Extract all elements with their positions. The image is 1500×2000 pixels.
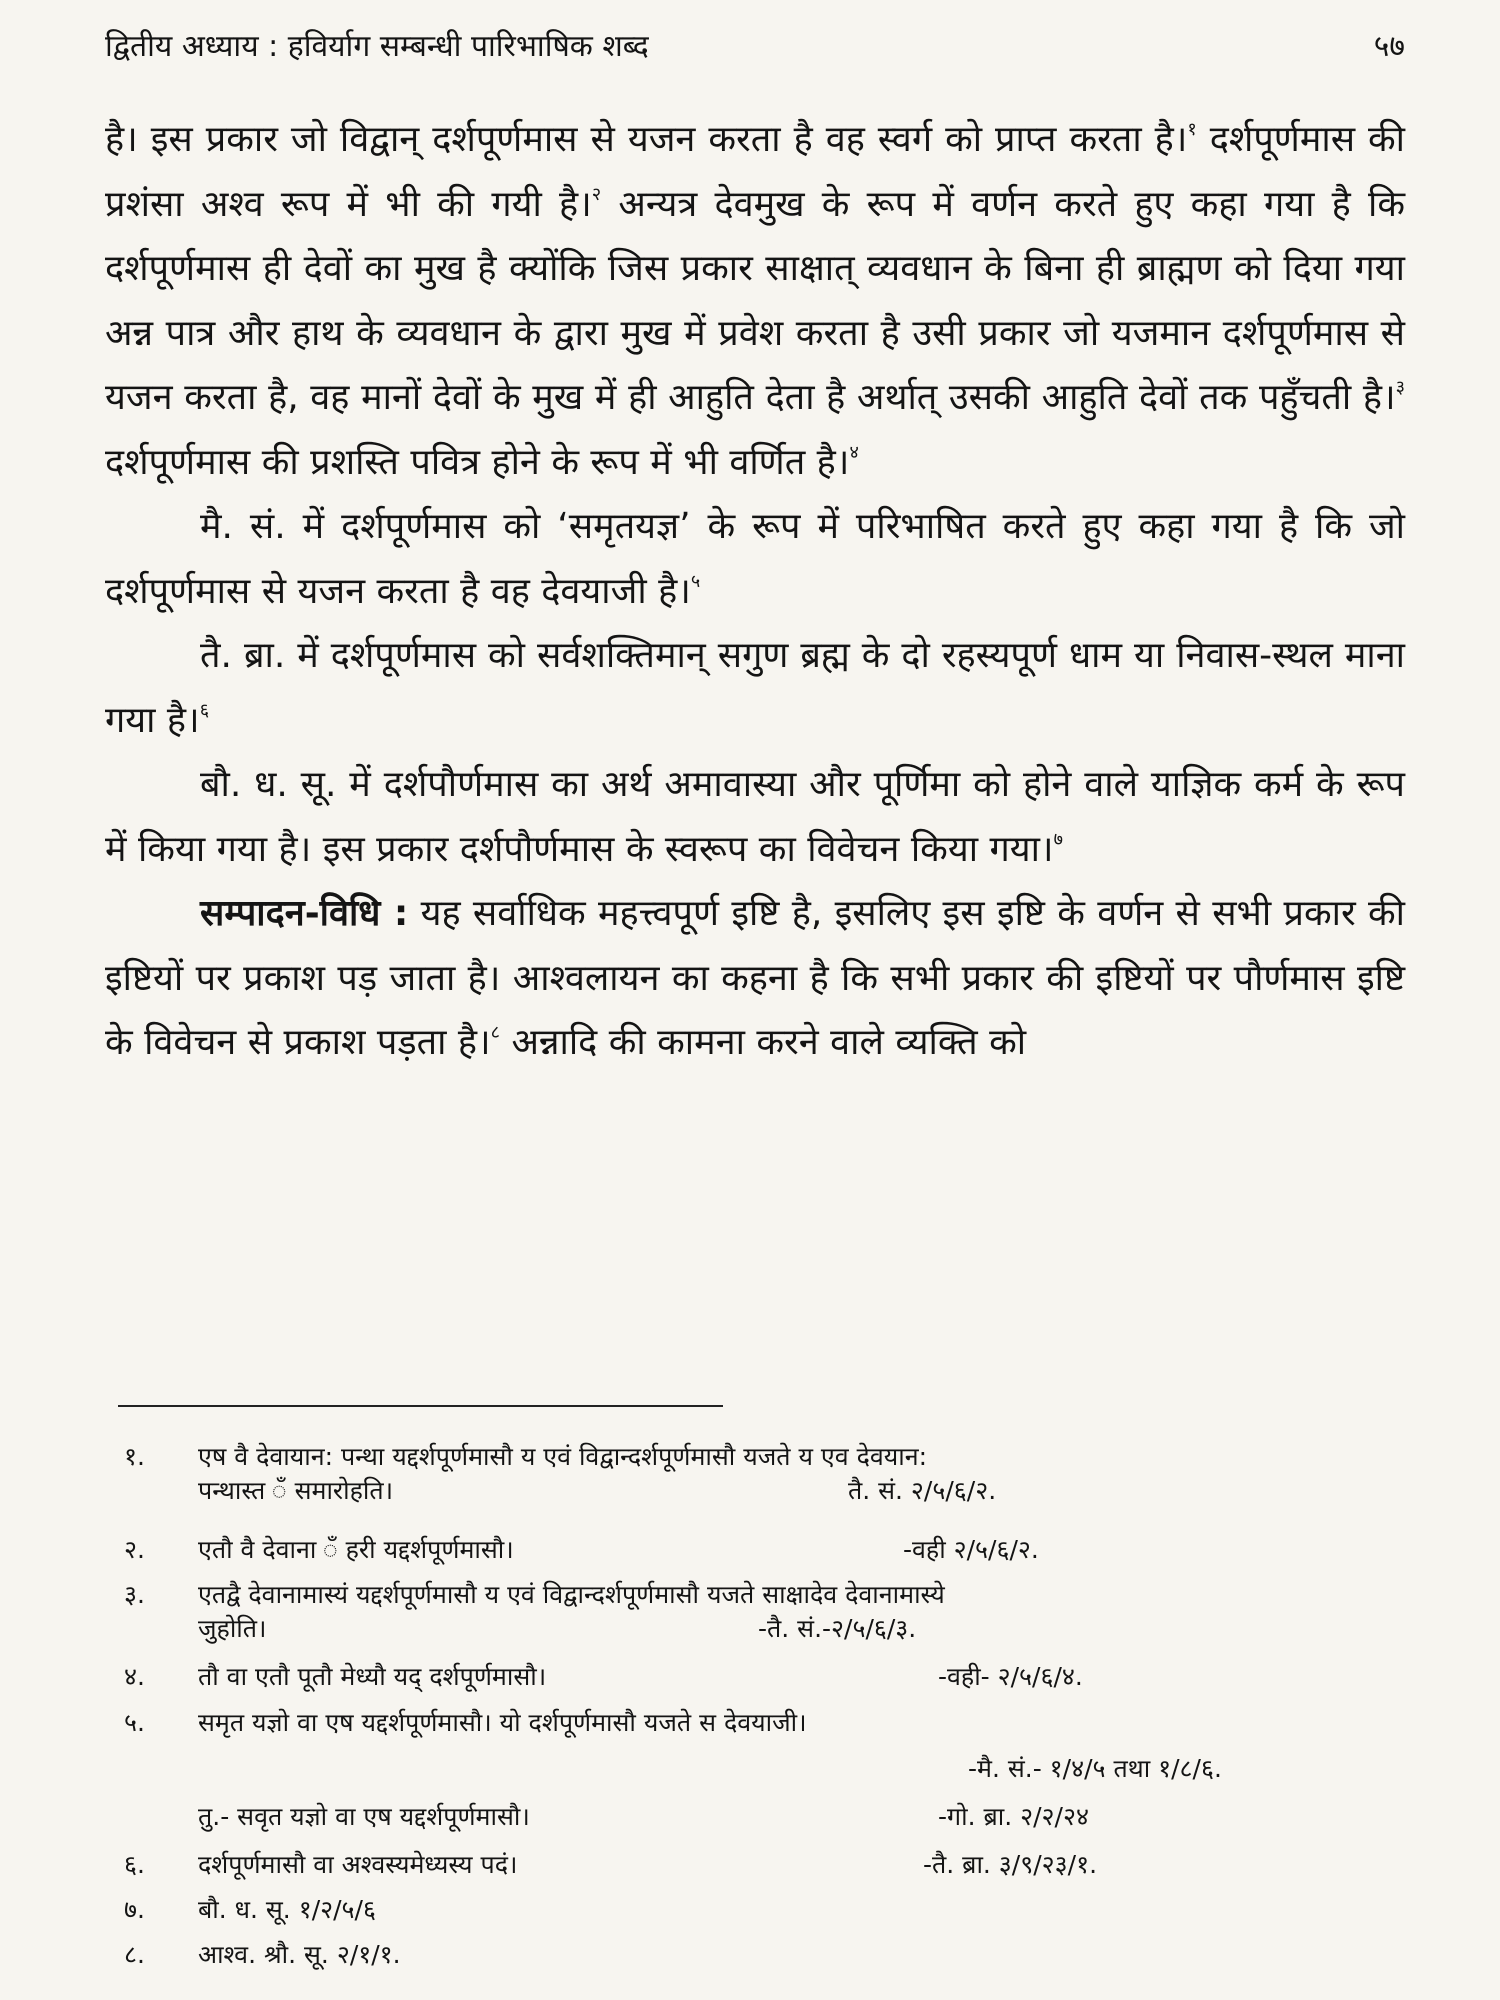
- footnote-citation: -वही- २/५/६/४.: [938, 1662, 1083, 1691]
- paragraph-text: तै. ब्रा. में दर्शपूर्णमास को सर्वशक्तिमान् सगुण ब्रह्म के दो रहस्यपूर्ण धाम या निवास-स्थल माना गया है।: [105, 635, 1405, 741]
- footnote: [118, 1706, 1400, 1783]
- footnote-text: तौ वा एतौ पूतौ मेध्यौ यद् दर्शपूर्णमासौ।: [198, 1662, 547, 1691]
- footnote-citation: -तै. सं.-२/५/६/३.: [758, 1614, 917, 1643]
- footnote: [118, 1660, 1400, 1696]
- paragraph-3: [105, 624, 1405, 753]
- footnote-ref: १: [1187, 119, 1197, 140]
- footnote: [118, 1578, 1400, 1648]
- paragraph-text: है। इस प्रकार जो विद्वान् दर्शपूर्णमास से यजन करता है वह स्वर्ग को प्राप्त करता है।: [105, 119, 1188, 160]
- footnote-citation: -मै. सं.- १/४/५ तथा १/८/६.: [968, 1754, 1222, 1783]
- footnote-ref: ४: [849, 441, 859, 463]
- paragraph-text: बौ. ध. सू. में दर्शपौर्णमास का अर्थ अमावास्या और पूर्णिमा को होने वाले याज्ञिक कर्म के रूप में किया गया है। इस प्रकार दर्शपौर्णमास के स्वरूप का विवेचन किया गया।: [105, 764, 1405, 870]
- footnote-text: जुहोति।: [198, 1614, 267, 1643]
- footnote-number: ४.: [124, 1662, 145, 1691]
- footnote-ref: ८: [490, 1022, 501, 1043]
- footnote-citation: -गो. ब्रा. २/२/२४: [938, 1802, 1089, 1831]
- paragraph-text: दर्शपूर्णमास की प्रशंसा अश्व रूप में भी की गयी है।: [105, 119, 1405, 225]
- footnote-divider: [118, 1405, 723, 1407]
- footnote-ref: ७: [1053, 828, 1063, 850]
- section-heading: सम्पादन-विधि :: [200, 893, 409, 934]
- footnote-citation: -वही २/५/६/२.: [903, 1535, 1039, 1564]
- footnote-number: १.: [124, 1442, 145, 1471]
- footnote-text: समृत यज्ञो वा एष यद्दर्शपूर्णमासौ। यो दर्शपूर्णमासौ यजते स देवयाजी।: [198, 1708, 807, 1737]
- footnote: [118, 1533, 1400, 1569]
- footnote-ref: ६: [199, 699, 210, 721]
- footnote-number: ७.: [124, 1895, 145, 1924]
- chapter-title: द्वितीय अध्याय : हविर्याग सम्बन्धी पारिभाषिक शब्द: [105, 29, 649, 64]
- footnote-text: पन्थास्त ँ समारोहति।: [198, 1476, 394, 1505]
- footnote-number: ५.: [124, 1708, 145, 1737]
- paragraph-4: [105, 753, 1405, 882]
- footnote-number: २.: [124, 1535, 145, 1564]
- paragraph-text: दर्शपूर्णमास की प्रशस्ति पवित्र होने के रूप में भी वर्णित है।: [105, 441, 850, 483]
- paragraph-5: [105, 882, 1405, 1076]
- footnote-text: आश्व. श्रौ. सू. २/१/१.: [198, 1940, 401, 1969]
- paragraph-text: अन्यत्र देवमुख के रूप में वर्णन करते हुए कहा गया है कि दर्शपूर्णमास ही देवों का मुख है क्योंकि जिस प्रकार साक्षात् व्यवधान के बिना ही ब्राह्मण को दिया गया अन्न पात्र और हाथ के व्यवधान के द्वारा मुख में प्रवेश करता है उसी प्रकार जो यजमान दर्शपूर्णमास से यजन करता है, वह मानों देवों के मुख में ही आहुति देता है अर्थात् उसकी आहुति देवों तक पहुँचती है।: [105, 183, 1405, 418]
- footnote-number: ८.: [124, 1940, 145, 1969]
- footnote: [118, 1848, 1400, 1884]
- footnote-text: बौ. ध. सू. १/२/५/६: [198, 1895, 376, 1924]
- paragraph-text: मै. सं. में दर्शपूर्णमास को ‘समृतयज्ञ’ के रूप में परिभाषित करते हुए कहा गया है कि जो दर्शपूर्णमास से यजन करता है वह देवयाजी है।: [105, 506, 1405, 612]
- footnote: [118, 1440, 1400, 1510]
- footnote-text: एतद्वै देवानामास्यं यद्दर्शपूर्णमासौ य एवं विद्वान्दर्शपूर्णमासौ यजते साक्षादेव देवानामास्ये: [198, 1580, 945, 1609]
- footnote: [118, 1938, 1400, 1974]
- footnote-ref: २: [591, 183, 602, 205]
- footnote-citation: -तै. ब्रा. ३/९/२३/१.: [923, 1850, 1098, 1879]
- paragraph-text: अन्नादि की कामना करने वाले व्यक्ति को: [500, 1022, 1027, 1063]
- paragraph-text: यह सर्वाधिक महत्त्वपूर्ण इष्टि है, इसलिए इस इष्टि के वर्णन से सभी प्रकार की इष्टियों पर प्रकाश पड़ जाता है। आश्वलायन का कहना है कि सभी प्रकार की इष्टियों पर पौर्णमास इष्टि के विवेचन से प्रकाश पड़ता है।: [105, 893, 1405, 1063]
- paragraph-2: [105, 495, 1405, 624]
- footnote-text: एष वै देवायान: पन्था यद्दर्शपूर्णमासौ य एवं विद्वान्दर्शपूर्णमासौ यजते य एव देवयान:: [198, 1442, 928, 1471]
- footnote-text: तु.- सवृत यज्ञो वा एष यद्दर्शपूर्णमासौ।: [198, 1802, 530, 1831]
- footnote-number: ६.: [124, 1850, 145, 1879]
- footnote-ref: ३: [1395, 377, 1405, 398]
- footnote-number: ३.: [124, 1580, 145, 1609]
- footnote-text: एतौ वै देवाना ँ हरी यद्दर्शपूर्णमासौ।: [198, 1535, 514, 1564]
- footnote: [118, 1800, 1400, 1836]
- footnote-text: दर्शपूर्णमासौ वा अश्वस्यमेध्यस्य पदं।: [198, 1850, 518, 1879]
- main-text: [105, 108, 1405, 1076]
- page-number: ५७: [1373, 29, 1405, 64]
- footnote: [118, 1893, 1400, 1929]
- footnote-ref: ५: [690, 570, 701, 592]
- footnote-citation: तै. सं. २/५/६/२.: [848, 1476, 997, 1505]
- paragraph-1: [105, 108, 1405, 495]
